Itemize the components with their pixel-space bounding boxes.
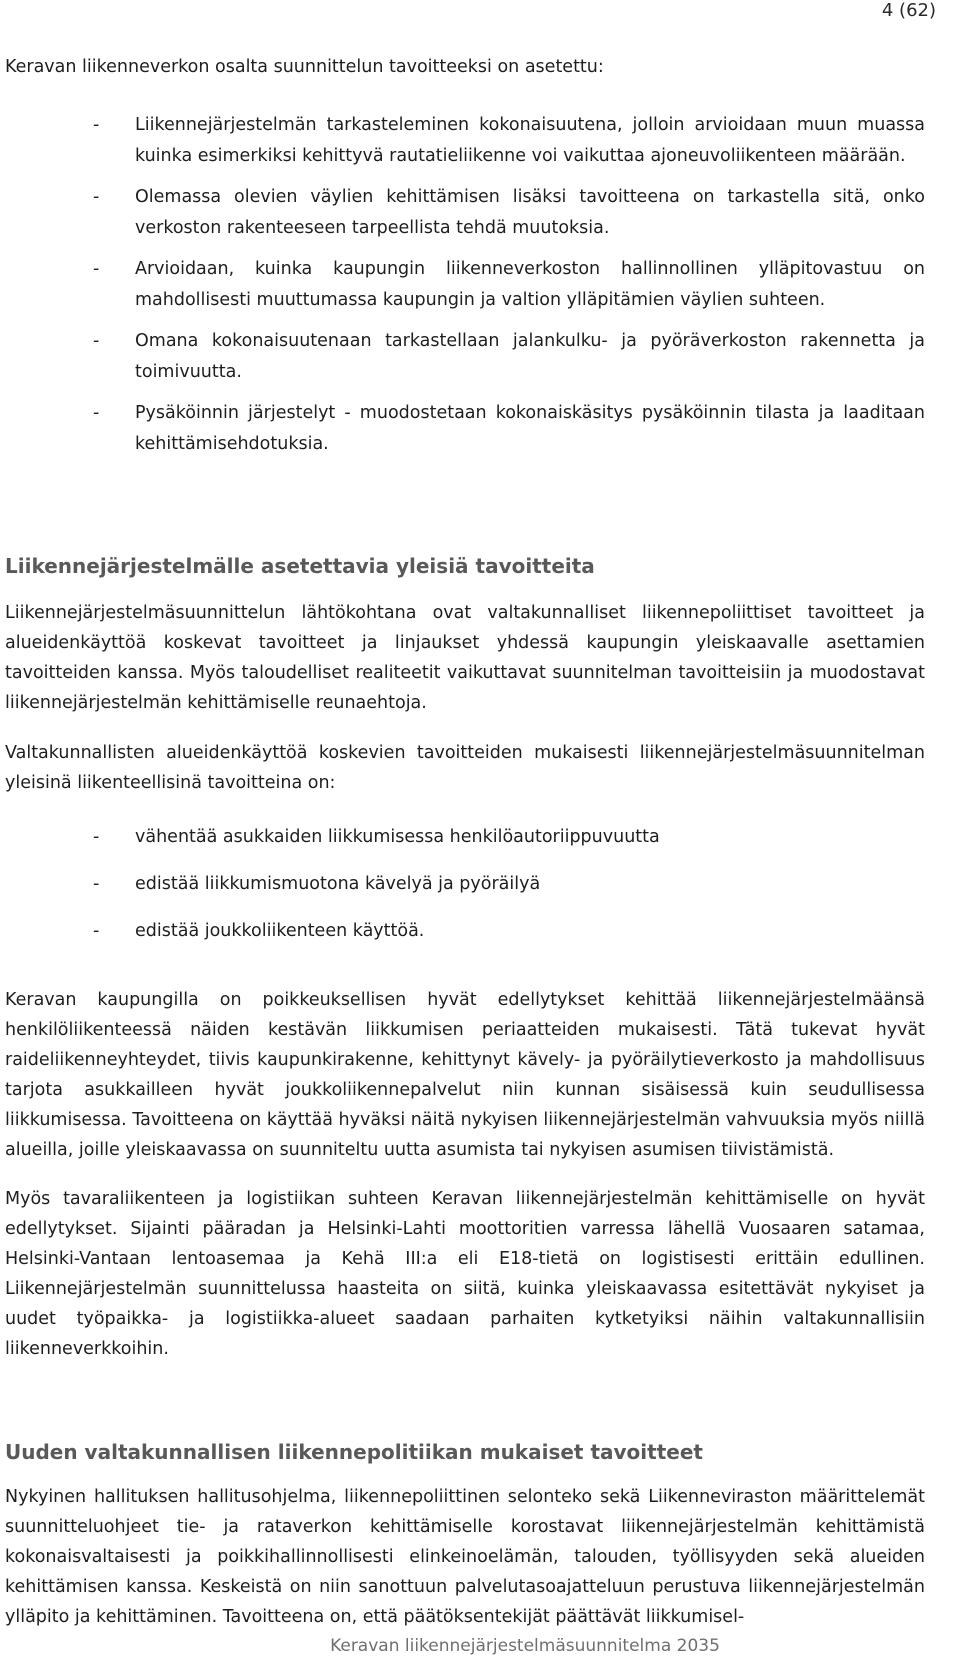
- list-item: [5, 110, 925, 172]
- list-item-text: edistää joukkoliikenteen käyttöä.: [135, 921, 425, 941]
- list-item: [5, 326, 925, 388]
- bullet-dash: -: [93, 331, 100, 351]
- list-item-text: Olemassa olevien väylien kehittämisen lisäksi tavoitteena on tarkastella sitä, onko verkoston rakenteeseen tarpeellista tehdä muutoksia.: [135, 187, 925, 238]
- list-item-text: edistää liikkumismuotona kävelyä ja pyöräilyä: [135, 874, 541, 894]
- bullet-dash: -: [93, 827, 100, 847]
- list-item: [5, 398, 925, 460]
- list-item-text: vähentää asukkaiden liikkumisessa henkilöautoriippuvuutta: [135, 827, 660, 847]
- list-item: [5, 822, 925, 853]
- list-item-text: Arvioidaan, kuinka kaupungin liikenneverkoston hallinnollinen ylläpitovastuu on mahdollisesti muuttumassa kaupungin ja valtion ylläpitämien väylien suhteen.: [135, 259, 925, 310]
- list-item-text: Liikennejärjestelmän tarkasteleminen kokonaisuutena, jolloin arvioidaan muun muassa kuinka esimerkiksi kehittyvä rautatieliikenne voi vaikuttaa ajoneuvoliikenteen määrään.: [135, 115, 925, 166]
- page-footer: Keravan liikennejärjestelmäsuunnitelma 2035: [330, 1636, 720, 1656]
- bullet-dash: -: [93, 403, 100, 423]
- page-number: 4 (62): [881, 0, 936, 21]
- paragraph: Valtakunnallisten alueidenkäyttöä koskevien tavoitteiden mukaisesti liikennejärjestelmäsuunnitelman yleisinä liikenteellisinä tavoitteina on:: [5, 743, 925, 793]
- bullet-dash: -: [93, 187, 100, 207]
- paragraph: Liikennejärjestelmäsuunnittelun lähtökohtana ovat valtakunnalliset liikennepoliittiset tavoitteet ja alueidenkäyttöä koskevat tavoitteet ja linjaukset yhdessä kaupungin yleiskaavalle asettamien tavoitteiden kanssa. Myös taloudelliset realiteetit vaikuttavat suunnitelman tavoitteisiin ja muodostavat liikennejärjestelmän kehittämiselle reunaehtoja.: [5, 603, 925, 713]
- list-item: [5, 254, 925, 316]
- bullet-dash: -: [93, 921, 100, 941]
- section-heading-national-policy: Uuden valtakunnallisen liikennepolitiikan mukaiset tavoitteet: [5, 1440, 703, 1464]
- goals-list: [5, 110, 925, 470]
- list-item-text: Omana kokonaisuutenaan tarkastellaan jalankulku- ja pyöräverkoston rakennetta ja toimivuutta.: [135, 331, 925, 382]
- bullet-dash: -: [93, 874, 100, 894]
- section-heading-general-goals: Liikennejärjestelmälle asetettavia yleisiä tavoitteita: [5, 554, 595, 578]
- list-item: [5, 916, 925, 947]
- traffic-goals-list: [5, 822, 925, 963]
- list-item-text: Pysäköinnin järjestelyt - muodostetaan kokonaiskäsitys pysäköinnin tilasta ja laaditaan kehittämisehdotuksia.: [135, 403, 925, 454]
- paragraph: Myös tavaraliikenteen ja logistiikan suhteen Keravan liikennejärjestelmän kehittämiselle on hyvät edellytykset. Sijainti pääradan ja Helsinki-Lahti moottoritien varressa lähellä Vuosaaren satamaa, Helsinki-Vantaan lentoasemaa ja Kehä III:a eli E18-tietä on logistisesti erittäin edullinen. Liikennejärjestelmän suunnittelussa haasteita on siitä, kuinka yleiskaavassa esitettävät nykyiset ja uudet työpaikka- ja logistiikka-alueet saadaan parhaiten kytketyiksi näihin valtakunnallisiin liikenneverkkoihin.: [5, 1189, 925, 1359]
- intro-text: Keravan liikenneverkon osalta suunnittelun tavoitteeksi on asetettu:: [5, 57, 604, 77]
- paragraph: Nykyinen hallituksen hallitusohjelma, liikennepoliittinen selonteko sekä Liikenneviraston määrittelemät suunnitteluohjeet tie- ja rataverkon kehittämiselle korostavat liikennejärjestelmän kehittämistä kokonaisvaltaisesti ja poikkihallinnollisesti elinkeinoelämän, talouden, työllisyyden sekä alueiden kehittämisen kanssa. Keskeistä on niin sanottuun palvelutasoajatteluun perustuva liikennejärjestelmän ylläpito ja kehittäminen. Tavoitteena on, että päätöksentekijät päättävät liikkumisel-: [5, 1487, 925, 1627]
- paragraph: Keravan kaupungilla on poikkeuksellisen hyvät edellytykset kehittää liikennejärjestelmäänsä henkilöliikenteessä näiden kestävän liikkumisen periaatteiden mukaisesti. Tätä tukevat hyvät raideliikenneyhteydet, tiivis kaupunkirakenne, kehittynyt kävely- ja pyöräilytieverkosto ja mahdollisuus tarjota asukkailleen hyvät joukkoliikennepalvelut niin kunnan sisäisessä kuin seudullisessa liikkumisessa. Tavoitteena on käyttää hyväksi näitä nykyisen liikennejärjestelmän vahvuuksia myös niillä alueilla, joille yleiskaavassa on suunniteltu uutta asumista tai nykyisen asumisen tiivistämistä.: [5, 990, 925, 1160]
- list-item: [5, 869, 925, 900]
- list-item: [5, 182, 925, 244]
- bullet-dash: -: [93, 259, 100, 279]
- bullet-dash: -: [93, 115, 100, 135]
